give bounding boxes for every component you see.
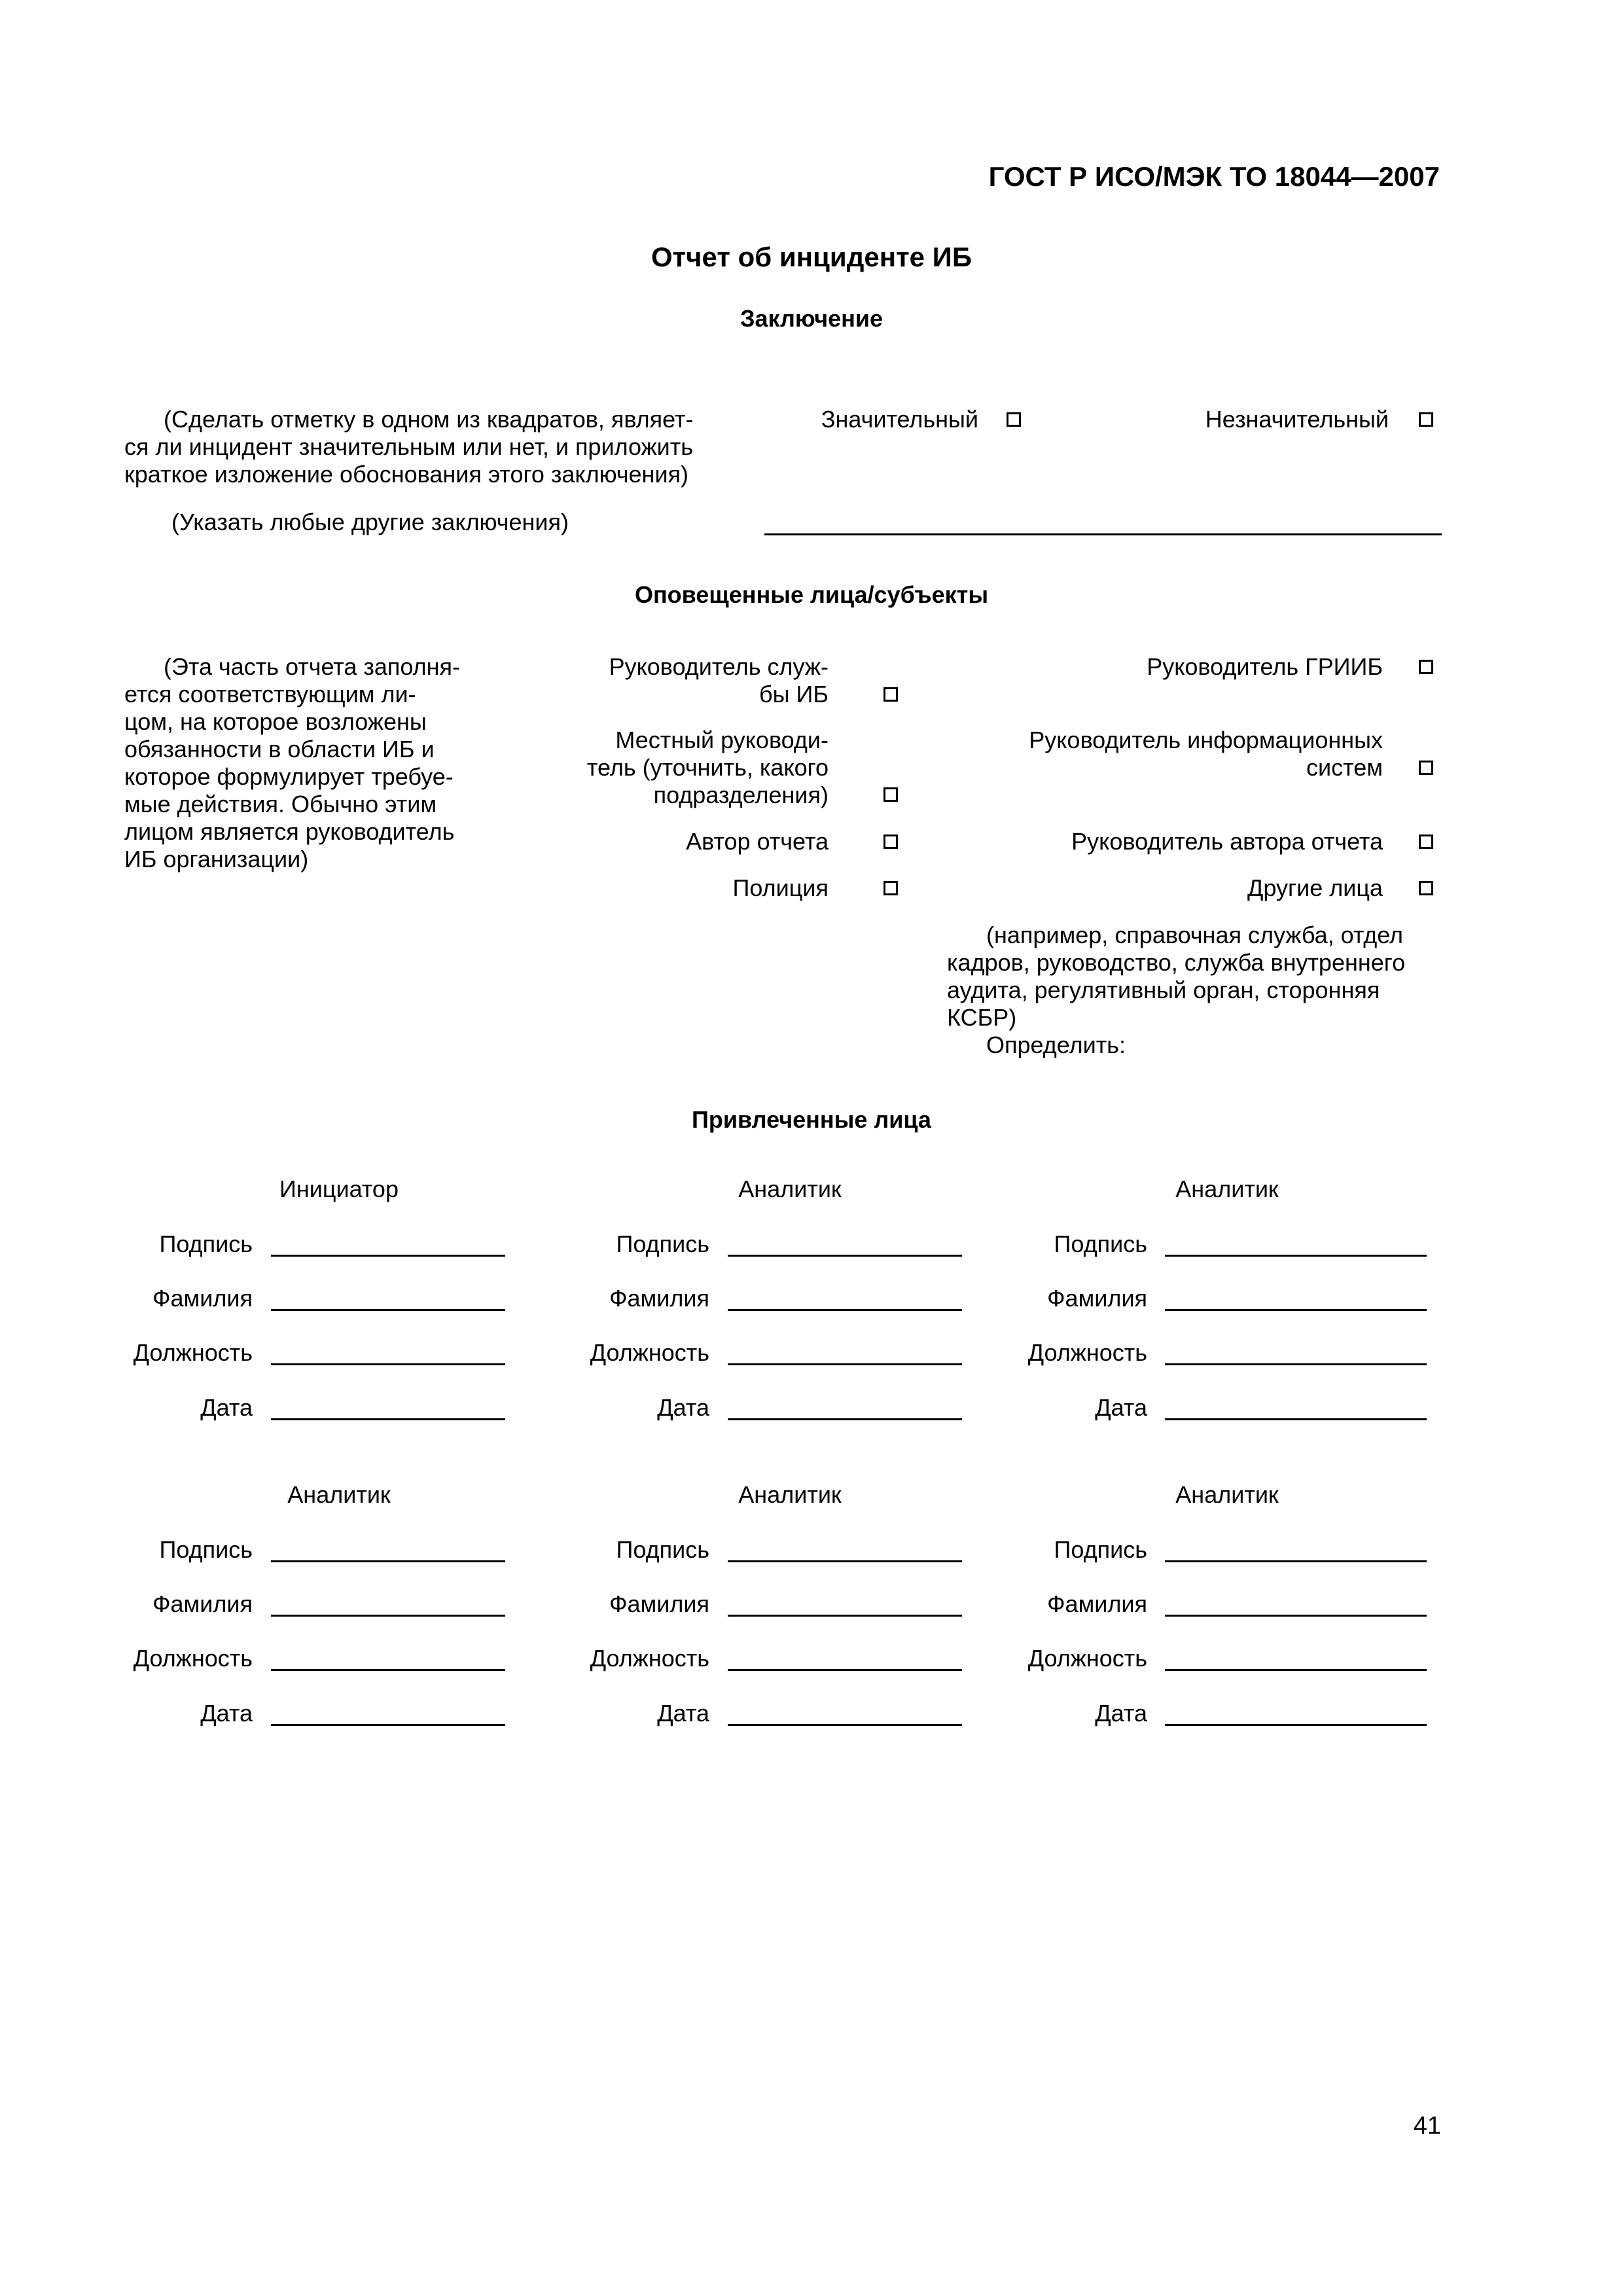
date-line[interactable] xyxy=(271,1418,505,1420)
head-isd-label xyxy=(537,653,829,708)
surname-line[interactable] xyxy=(271,1615,505,1617)
conclusion-instruction-line: ся ли инцидент значительным или нет, и приложить xyxy=(124,433,694,460)
signature-line[interactable] xyxy=(728,1560,962,1562)
column-heading: Аналитик xyxy=(1175,1175,1279,1202)
others-checkbox[interactable] xyxy=(1419,881,1433,895)
notified-instruction-line: обязанности в области ИБ и xyxy=(124,736,435,762)
surname-line[interactable] xyxy=(1165,1309,1427,1311)
surname-label: Фамилия xyxy=(152,1285,253,1312)
notified-instruction-line: мые действия. Обычно этим xyxy=(124,791,437,817)
specify-label: Определить: xyxy=(986,1031,1126,1058)
significant-label: Значительный xyxy=(821,406,978,433)
local-manager-label-line: Местный руководи- xyxy=(615,726,829,753)
signature-label: Подпись xyxy=(616,1230,709,1257)
notified-instruction-line: ИБ организации) xyxy=(124,846,309,872)
head-is-label-line: систем xyxy=(1306,754,1383,781)
report-author-checkbox[interactable] xyxy=(883,834,898,849)
local-manager-checkbox[interactable] xyxy=(883,787,898,802)
others-note-line: (например, справочная служба, отдел xyxy=(986,922,1404,948)
position-label: Должность xyxy=(590,1339,709,1366)
surname-label: Фамилия xyxy=(609,1285,709,1312)
local-manager-label xyxy=(537,726,829,809)
head-isirt-label: Руководитель ГРИИБ xyxy=(1147,653,1383,680)
local-manager-label-line: подразделения) xyxy=(653,781,829,808)
surname-label: Фамилия xyxy=(1047,1590,1147,1617)
police-checkbox[interactable] xyxy=(883,881,898,895)
signature-label: Подпись xyxy=(159,1536,253,1563)
head-isd-label-line: Руководитель служ- xyxy=(609,653,829,680)
date-line[interactable] xyxy=(728,1724,962,1726)
notified-instruction-line: лицом является руководитель xyxy=(124,818,455,845)
others-note-line: кадров, руководство, служба внутреннего xyxy=(947,949,1406,976)
column-heading: Инициатор xyxy=(279,1175,399,1202)
column-heading: Аналитик xyxy=(1175,1481,1279,1508)
signature-line[interactable] xyxy=(728,1255,962,1257)
column-heading: Аналитик xyxy=(738,1481,842,1508)
author-manager-checkbox[interactable] xyxy=(1419,834,1433,849)
others-note xyxy=(947,922,1441,1059)
notified-heading: Оповещенные лица/субъекты xyxy=(634,581,989,608)
surname-line[interactable] xyxy=(728,1615,962,1617)
head-is-label xyxy=(916,726,1383,781)
report-author-label: Автор отчета xyxy=(686,828,829,855)
position-label: Должность xyxy=(590,1645,709,1672)
position-line[interactable] xyxy=(1165,1669,1427,1671)
head-is-checkbox[interactable] xyxy=(1419,761,1433,775)
head-isd-label-line: бы ИБ xyxy=(759,681,829,708)
local-manager-label-line: тель (уточнить, какого xyxy=(586,754,829,781)
date-label: Дата xyxy=(657,1700,709,1727)
other-conclusions-line[interactable] xyxy=(764,533,1442,535)
date-line[interactable] xyxy=(271,1724,505,1726)
signature-label: Подпись xyxy=(1054,1230,1147,1257)
involved-heading: Привлеченные лица xyxy=(692,1106,931,1133)
position-label: Должность xyxy=(133,1645,253,1672)
date-label: Дата xyxy=(200,1394,253,1421)
date-line[interactable] xyxy=(1165,1724,1427,1726)
signature-label: Подпись xyxy=(616,1536,709,1563)
conclusion-instruction-line: (Сделать отметку в одном из квадратов, являет- xyxy=(164,406,694,433)
notified-instruction-line: ется соответствующим ли- xyxy=(124,681,416,708)
insignificant-checkbox[interactable] xyxy=(1419,412,1433,427)
position-label: Должность xyxy=(133,1339,253,1366)
signature-line[interactable] xyxy=(1165,1560,1427,1562)
conclusion-instruction xyxy=(124,406,740,488)
other-conclusions-label: (Указать любые другие заключения) xyxy=(171,509,569,535)
date-line[interactable] xyxy=(728,1418,962,1420)
position-line[interactable] xyxy=(728,1363,962,1365)
date-label: Дата xyxy=(1095,1700,1147,1727)
signature-line[interactable] xyxy=(271,1255,505,1257)
date-line[interactable] xyxy=(1165,1418,1427,1420)
date-label: Дата xyxy=(657,1394,709,1421)
position-label: Должность xyxy=(1027,1645,1147,1672)
notified-instruction-line: (Эта часть отчета заполня- xyxy=(164,653,461,680)
others-note-line: аудита, регулятивный орган, сторонняя xyxy=(947,977,1380,1003)
surname-label: Фамилия xyxy=(152,1590,253,1617)
page-number: 41 xyxy=(1413,2112,1441,2140)
conclusion-instruction-line: краткое изложение обоснования этого заключения) xyxy=(124,461,689,488)
notified-instruction-line: которое формулирует требуе- xyxy=(124,763,454,790)
surname-line[interactable] xyxy=(271,1309,505,1311)
column-heading: Аналитик xyxy=(287,1481,391,1508)
column-heading: Аналитик xyxy=(738,1175,842,1202)
surname-line[interactable] xyxy=(1165,1615,1427,1617)
position-line[interactable] xyxy=(271,1363,505,1365)
standard-id: ГОСТ Р ИСО/МЭК ТО 18044—2007 xyxy=(988,161,1440,192)
date-label: Дата xyxy=(200,1700,253,1727)
surname-line[interactable] xyxy=(728,1309,962,1311)
signature-label: Подпись xyxy=(159,1230,253,1257)
position-line[interactable] xyxy=(271,1669,505,1671)
date-label: Дата xyxy=(1095,1394,1147,1421)
head-is-label-line: Руководитель информационных xyxy=(1029,726,1383,753)
notified-instruction xyxy=(124,653,474,873)
position-line[interactable] xyxy=(728,1669,962,1671)
position-line[interactable] xyxy=(1165,1363,1427,1365)
head-isd-checkbox[interactable] xyxy=(883,687,898,702)
surname-label: Фамилия xyxy=(1047,1285,1147,1312)
others-note-line: КСБР) xyxy=(947,1004,1017,1031)
conclusion-heading: Заключение xyxy=(740,305,883,332)
surname-label: Фамилия xyxy=(609,1590,709,1617)
police-label: Полиция xyxy=(732,874,829,901)
signature-line[interactable] xyxy=(271,1560,505,1562)
insignificant-label: Незначительный xyxy=(1205,406,1389,433)
author-manager-label: Руководитель автора отчета xyxy=(1071,828,1383,855)
notified-instruction-line: цом, на которое возложены xyxy=(124,708,427,735)
signature-label: Подпись xyxy=(1054,1536,1147,1563)
others-label: Другие лица xyxy=(1247,874,1383,901)
report-title: Отчет об инциденте ИБ xyxy=(651,242,972,272)
signature-line[interactable] xyxy=(1165,1255,1427,1257)
head-isirt-checkbox[interactable] xyxy=(1419,660,1433,674)
significant-checkbox[interactable] xyxy=(1007,412,1021,427)
position-label: Должность xyxy=(1027,1339,1147,1366)
